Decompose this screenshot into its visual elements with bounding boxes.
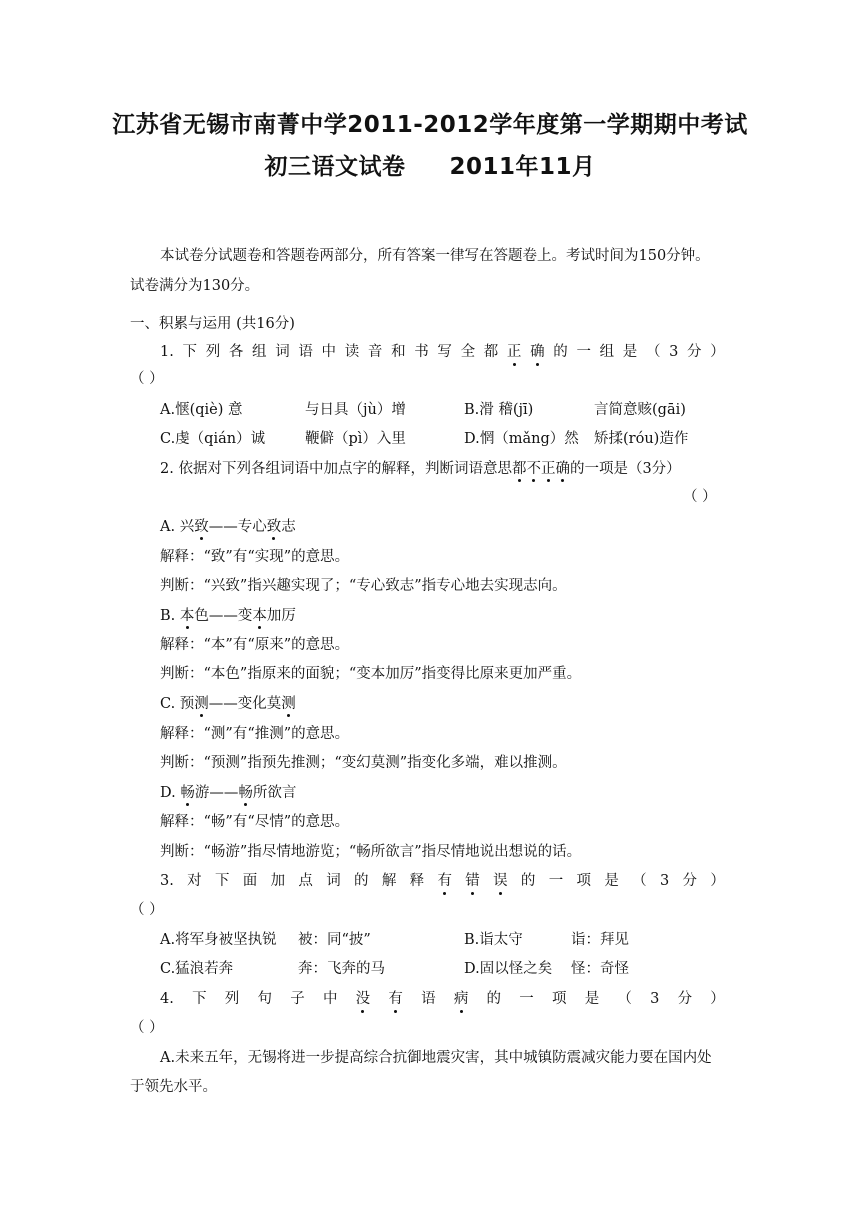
stem-char: 一 xyxy=(548,873,564,889)
q4-option-a-line-1: A.未来五年，无锡将进一步提高综合抗御地震灾害，其中城镇防震减灾能力要在国内处 xyxy=(160,1050,712,1066)
q2-b-explanation: 解释：“本”有“原来”的意思。 xyxy=(160,637,350,653)
stem-char: 句 xyxy=(257,991,272,1007)
q3-option-b-2: 诣：拜见 xyxy=(571,932,629,948)
q1-option-c-2: 鞭僻（pì）入里 xyxy=(305,431,406,447)
q2-stem-text: 2. 依据对下列各组词语中加点字的解释，判断词语意思 xyxy=(160,461,512,477)
q2-option-c xyxy=(160,695,296,713)
stem-char: （ xyxy=(617,991,632,1007)
stem-char: 解 xyxy=(381,873,397,889)
stem-char: 下 xyxy=(182,344,198,360)
q1-option-a-2: 与日具（jù）增 xyxy=(305,402,406,418)
stem-char: 各 xyxy=(228,344,244,360)
question-4-stem xyxy=(160,990,725,1008)
stem-char: 音 xyxy=(367,344,383,360)
stem-char: 4. xyxy=(160,991,174,1007)
stem-char: 分 xyxy=(677,991,693,1007)
stem-char: 语 xyxy=(421,991,436,1007)
text: D. xyxy=(160,785,181,801)
intro-line-1: 本试卷分试题卷和答题卷两部分，所有答案一律写在答题卷上。考试时间为150分钟。 xyxy=(160,248,710,264)
question-2-blank[interactable]: （ ） xyxy=(683,489,717,505)
stem-char: 释 xyxy=(409,873,425,889)
question-4-blank[interactable]: （ ） xyxy=(130,1020,164,1036)
q2-stem-text: 的一项是（3分） xyxy=(569,461,681,477)
q1-option-d-2: 矫揉(róu)造作 xyxy=(594,431,689,447)
text: 加厉 xyxy=(266,608,296,624)
stem-char: 是 xyxy=(622,344,638,360)
stem-char: 3 xyxy=(650,991,660,1007)
stem-char: 一 xyxy=(576,344,591,360)
q1-option-d: D.惘（mǎng）然 xyxy=(464,431,579,447)
stem-char: 词 xyxy=(275,344,290,360)
stem-char: 下 xyxy=(214,873,230,889)
q2-dotted-char: 正 xyxy=(540,461,556,477)
stem-char: 的 xyxy=(486,991,502,1007)
dotted-char: 本 xyxy=(179,608,195,624)
stem-char: 书 xyxy=(414,344,429,360)
stem-char: 错 xyxy=(465,873,480,889)
dotted-char: 畅 xyxy=(180,785,195,801)
q2-a-explanation: 解释：“致”有“实现”的意思。 xyxy=(160,549,350,565)
q1-option-a: A.惬(qiè) 意 xyxy=(160,402,243,418)
q3-option-c: C.猛浪若奔 xyxy=(160,961,234,977)
stem-char: 的 xyxy=(354,873,369,889)
q2-option-d xyxy=(160,784,296,802)
exam-title: 江苏省无锡市南菁中学2011-2012学年度第一学期期中考试 xyxy=(112,112,748,138)
stem-char: 对 xyxy=(187,873,202,889)
stem-char: 项 xyxy=(576,873,592,889)
dotted-char: 本 xyxy=(252,608,267,624)
stem-char: 没 xyxy=(355,991,371,1007)
text: A. 兴 xyxy=(160,519,195,535)
stem-char: 面 xyxy=(242,873,258,889)
stem-char: 列 xyxy=(205,344,221,360)
stem-char: 点 xyxy=(298,873,313,889)
q2-a-judgement: 判断：“兴致”指兴趣实现了；“专心致志”指专心地去实现志向。 xyxy=(160,578,567,594)
stem-char: 分 xyxy=(682,873,698,889)
stem-char: 写 xyxy=(437,344,452,360)
stem-char: 列 xyxy=(224,991,240,1007)
stem-char: 3 xyxy=(669,344,679,360)
q2-c-explanation: 解释：“测”有“推测”的意思。 xyxy=(160,726,350,742)
q2-d-judgement: 判断：“畅游”指尽情地游览；“畅所欲言”指尽情地说出想说的话。 xyxy=(160,844,582,860)
exam-subtitle xyxy=(0,148,860,181)
stem-char: ） xyxy=(710,344,725,360)
q1-option-c: C.虔（qián）诚 xyxy=(160,431,266,447)
stem-char: 都 xyxy=(483,344,499,360)
stem-char: 全 xyxy=(460,344,476,360)
stem-char: 加 xyxy=(270,873,286,889)
stem-char: 是 xyxy=(584,991,600,1007)
q3-option-d: D.固以怪之矣 xyxy=(464,961,553,977)
stem-char: 词 xyxy=(326,873,341,889)
stem-char: 有 xyxy=(388,991,403,1007)
stem-char: 子 xyxy=(290,991,305,1007)
stem-char: （ xyxy=(632,873,647,889)
q1-option-b-2: 言简意赅(gāi) xyxy=(594,402,686,418)
stem-char: 语 xyxy=(298,344,313,360)
text: ——变化莫 xyxy=(208,696,282,712)
stem-char: 组 xyxy=(599,344,615,360)
q3-option-b: B.诣太守 xyxy=(464,932,523,948)
q3-option-c-2: 奔：飞奔的马 xyxy=(298,961,385,977)
stem-char: 一 xyxy=(519,991,534,1007)
intro-line-2: 试卷满分为130分。 xyxy=(130,278,260,294)
q3-option-d-2: 怪：奇怪 xyxy=(571,961,629,977)
q2-dotted-char: 确 xyxy=(555,461,570,477)
question-1-blank[interactable]: （ ） xyxy=(130,371,164,387)
stem-char: 正 xyxy=(506,344,522,360)
stem-char: 1. xyxy=(160,344,174,360)
q3-option-a-2: 被：同“披” xyxy=(298,932,371,948)
stem-char: ） xyxy=(710,991,725,1007)
stem-char: 中 xyxy=(322,991,338,1007)
text: 游—— xyxy=(194,785,239,801)
exam-date: 2011年11月 xyxy=(449,154,596,180)
stem-char: 组 xyxy=(252,344,267,360)
section-heading: 一、积累与运用 (共16分) xyxy=(130,316,295,332)
stem-char: 是 xyxy=(604,873,619,889)
text: B. xyxy=(160,608,180,624)
stem-char: （ xyxy=(645,344,661,360)
q2-option-b xyxy=(160,607,296,625)
stem-char: 的 xyxy=(520,873,536,889)
dotted-char: 致 xyxy=(266,519,282,535)
text: 色——变 xyxy=(194,608,253,624)
stem-char: 误 xyxy=(493,873,508,889)
text: ——专心 xyxy=(208,519,267,535)
text: 所欲言 xyxy=(252,785,297,801)
stem-char: 读 xyxy=(344,344,360,360)
q4-option-a-line-2: 于领先水平。 xyxy=(130,1079,217,1095)
q1-option-b: B.滑 稽(jī) xyxy=(464,402,534,418)
q2-d-explanation: 解释：“畅”有“尽情”的意思。 xyxy=(160,814,350,830)
stem-char: 3. xyxy=(160,873,174,889)
dotted-char: 畅 xyxy=(238,785,253,801)
text: 志 xyxy=(281,519,296,535)
stem-char: 分 xyxy=(687,344,702,360)
stem-char: 的 xyxy=(553,344,568,360)
stem-char: 有 xyxy=(437,873,452,889)
q2-b-judgement: 判断：“本色”指原来的面貌；“变本加厉”指变得比原来更加严重。 xyxy=(160,666,582,682)
dotted-char: 测 xyxy=(194,696,209,712)
question-1-stem xyxy=(160,343,725,361)
stem-char: ） xyxy=(710,873,725,889)
stem-char: 项 xyxy=(551,991,567,1007)
q3-option-a: A.将军身被坚执锐 xyxy=(160,932,277,948)
subject-title: 初三语文试卷 xyxy=(264,154,406,180)
question-3-blank[interactable]: （ ） xyxy=(130,902,164,918)
stem-char: 病 xyxy=(453,991,469,1007)
q2-option-a xyxy=(160,518,296,536)
stem-char: 确 xyxy=(530,344,545,360)
stem-char: 3 xyxy=(659,873,670,889)
question-2-stem xyxy=(160,460,681,478)
q2-dotted-char: 都 xyxy=(511,461,527,477)
stem-char: 中 xyxy=(321,344,337,360)
q2-c-judgement: 判断：“预测”指预先推测；“变幻莫测”指变化多端，难以推测。 xyxy=(160,755,567,771)
q2-dotted-char: 不 xyxy=(526,461,541,477)
question-3-stem xyxy=(160,872,725,890)
stem-char: 和 xyxy=(391,344,406,360)
dotted-char: 测 xyxy=(281,696,296,712)
text: C. 预 xyxy=(160,696,195,712)
stem-char: 下 xyxy=(192,991,207,1007)
dotted-char: 致 xyxy=(194,519,209,535)
